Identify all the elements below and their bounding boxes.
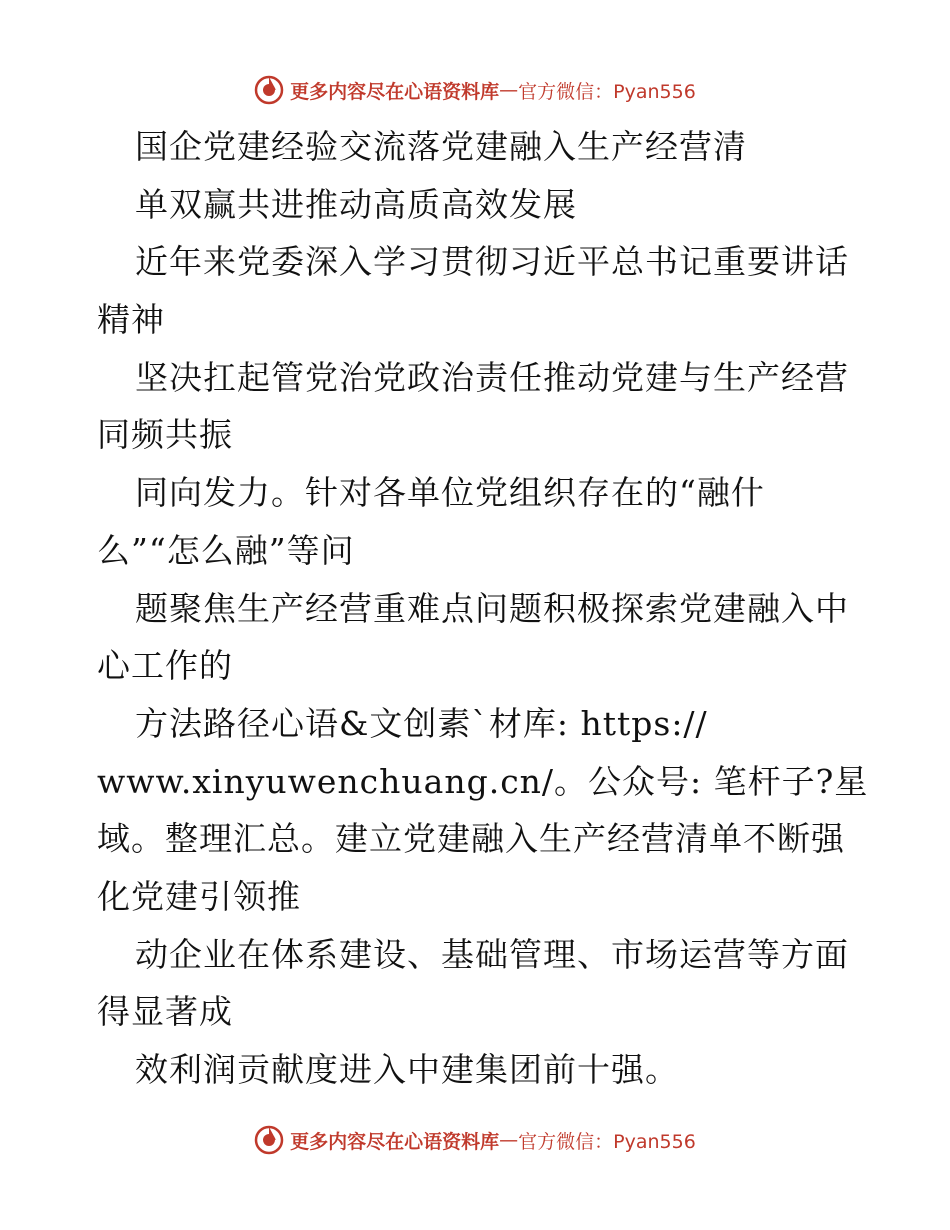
doc-line: 得显著成: [97, 992, 233, 1032]
doc-line: 坚决扛起管党治党政治责任推动党建与生产经营: [135, 357, 849, 397]
header-contact: 官方微信：Pyan556: [518, 80, 696, 103]
doc-line: 效利润贡献度进入中建集团前十强。: [135, 1050, 679, 1089]
logo-icon: [254, 75, 284, 105]
doc-line: 精神: [97, 300, 165, 340]
footer-brand-text: 更多内容尽在心语资料库: [290, 1130, 500, 1153]
doc-line: 域。整理汇总。建立党建融入生产经营清单不断强: [97, 819, 845, 859]
doc-title-line-1: 国企党建经验交流落党建融入生产经营清: [135, 127, 747, 166]
logo-icon: [254, 1125, 284, 1155]
header-banner: [0, 70, 950, 110]
doc-line: 么”“怎么融”等问: [97, 530, 355, 570]
doc-line: www.xinyuwenchuang.cn/。公众号: 笔杆子?星: [97, 761, 869, 801]
doc-line: 同向发力。针对各单位党组织存在的“融什: [135, 473, 765, 513]
doc-line: 方法路径心语&文创素`材库: https://: [135, 703, 708, 743]
footer-contact: 官方微信：Pyan556: [518, 1130, 696, 1153]
document-body: [97, 118, 869, 1099]
doc-line: 同频共振: [97, 415, 233, 455]
header-brand-text: 更多内容尽在心语资料库: [290, 80, 500, 103]
doc-line: 化党建引领推: [97, 876, 301, 916]
doc-line: 近年来党委深入学习贯彻习近平总书记重要讲话: [135, 242, 849, 282]
doc-title-line-2: 单双赢共进推动高质高效发展: [135, 184, 577, 224]
doc-line: 动企业在体系建设、基础管理、市场运营等方面: [135, 934, 849, 974]
header-separator: —: [499, 79, 519, 101]
footer-banner: [0, 1120, 950, 1160]
footer-separator: —: [499, 1129, 519, 1151]
doc-line: 题聚焦生产经营重难点问题积极探索党建融入中: [135, 588, 849, 628]
doc-line: 心工作的: [97, 646, 233, 686]
